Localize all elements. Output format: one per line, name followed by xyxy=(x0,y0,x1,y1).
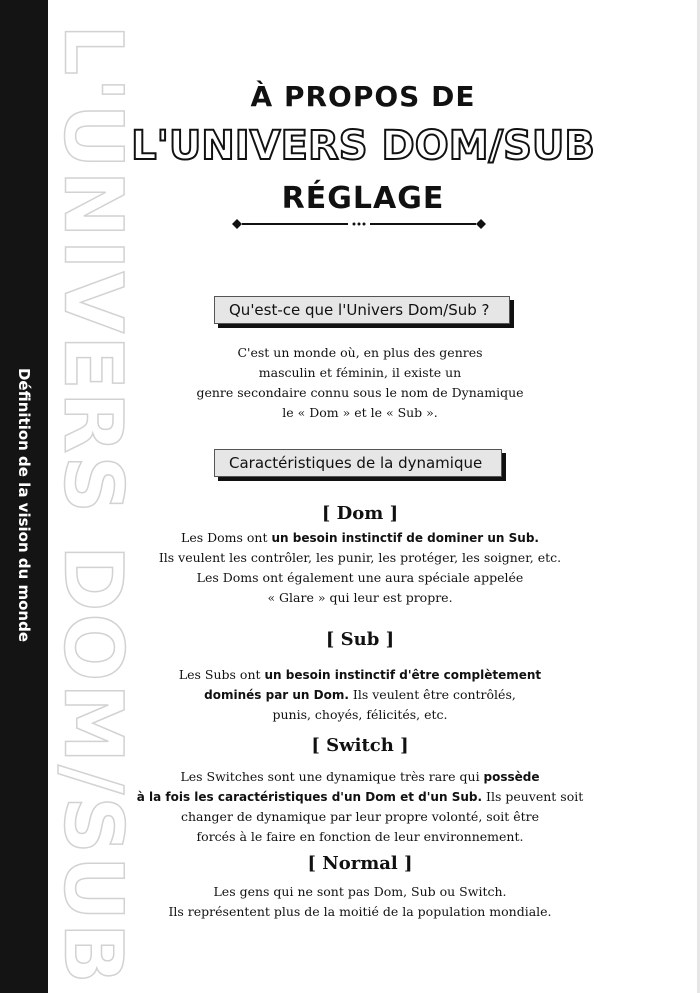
text-line xyxy=(100,767,620,787)
sub-text xyxy=(100,665,620,725)
heading-dom: [ Dom ] xyxy=(321,503,399,524)
text-line: changer de dynamique par leur propre volonté, soit être xyxy=(180,809,540,824)
section-label-what-is: Qu'est-ce que l'Univers Dom/Sub ? xyxy=(214,296,510,324)
text-line: Ils représentent plus de la moitié de la population mondiale. xyxy=(168,904,552,919)
title-line-3: RÉGLAGE xyxy=(281,181,445,216)
text-span: Ils peuvent soit xyxy=(482,789,584,804)
normal-text xyxy=(100,882,620,922)
heading-sub: [ Sub ] xyxy=(325,629,395,650)
text-line xyxy=(100,665,620,685)
heading-normal: [ Normal ] xyxy=(307,853,413,874)
text-line xyxy=(100,685,620,705)
text-span: Les Switches sont une dynamique très rare qui xyxy=(180,769,484,784)
text-line: Les gens qui ne sont pas Dom, Sub ou Switch. xyxy=(213,884,507,899)
text-line: C'est un monde où, en plus des genres xyxy=(237,345,483,360)
section-label-characteristics: Caractéristiques de la dynamique xyxy=(214,449,502,477)
emphasis-text: à la fois les caractéristiques d'un Dom et d'un Sub. xyxy=(136,790,483,804)
emphasis-text: un besoin instinctif d'être complètement xyxy=(264,668,542,682)
text-span: Les Doms ont xyxy=(181,530,272,545)
ornamental-divider-icon xyxy=(228,214,490,234)
text-line: genre secondaire connu sous le nom de Dynamique xyxy=(196,385,524,400)
section-what-is-text xyxy=(100,343,620,423)
heading-switch: [ Switch ] xyxy=(311,735,409,756)
text-line xyxy=(100,787,620,807)
title-line-1: À PROPOS DE xyxy=(250,80,476,113)
vertical-watermark-title: L'UNIVERS DOM/SUB xyxy=(46,24,140,986)
text-span: Ils veulent être contrôlés, xyxy=(348,687,516,702)
dom-text xyxy=(100,528,620,608)
text-line: masculin et féminin, il existe un xyxy=(258,365,462,380)
emphasis-text: possède xyxy=(483,770,540,784)
text-line xyxy=(100,528,620,548)
title-line-2: L'UNIVERS DOM/SUB xyxy=(131,123,595,169)
text-line: Les Doms ont également une aura spéciale appelée xyxy=(196,570,524,585)
emphasis-text: un besoin instinctif de dominer un Sub. xyxy=(271,531,539,545)
text-line: le « Dom » et le « Sub ». xyxy=(282,405,438,420)
text-line: punis, choyés, félicités, etc. xyxy=(272,707,448,722)
switch-text xyxy=(100,767,620,847)
text-line: Ils veulent les contrôler, les punir, les protéger, les soigner, etc. xyxy=(158,550,562,565)
text-line: forcés à le faire en fonction de leur environnement. xyxy=(196,829,524,844)
text-span: Les Subs ont xyxy=(178,667,265,682)
text-line: « Glare » qui leur est propre. xyxy=(267,590,453,605)
sidebar-caption: Définition de la vision du monde xyxy=(15,367,33,643)
emphasis-text: dominés par un Dom. xyxy=(204,688,349,702)
